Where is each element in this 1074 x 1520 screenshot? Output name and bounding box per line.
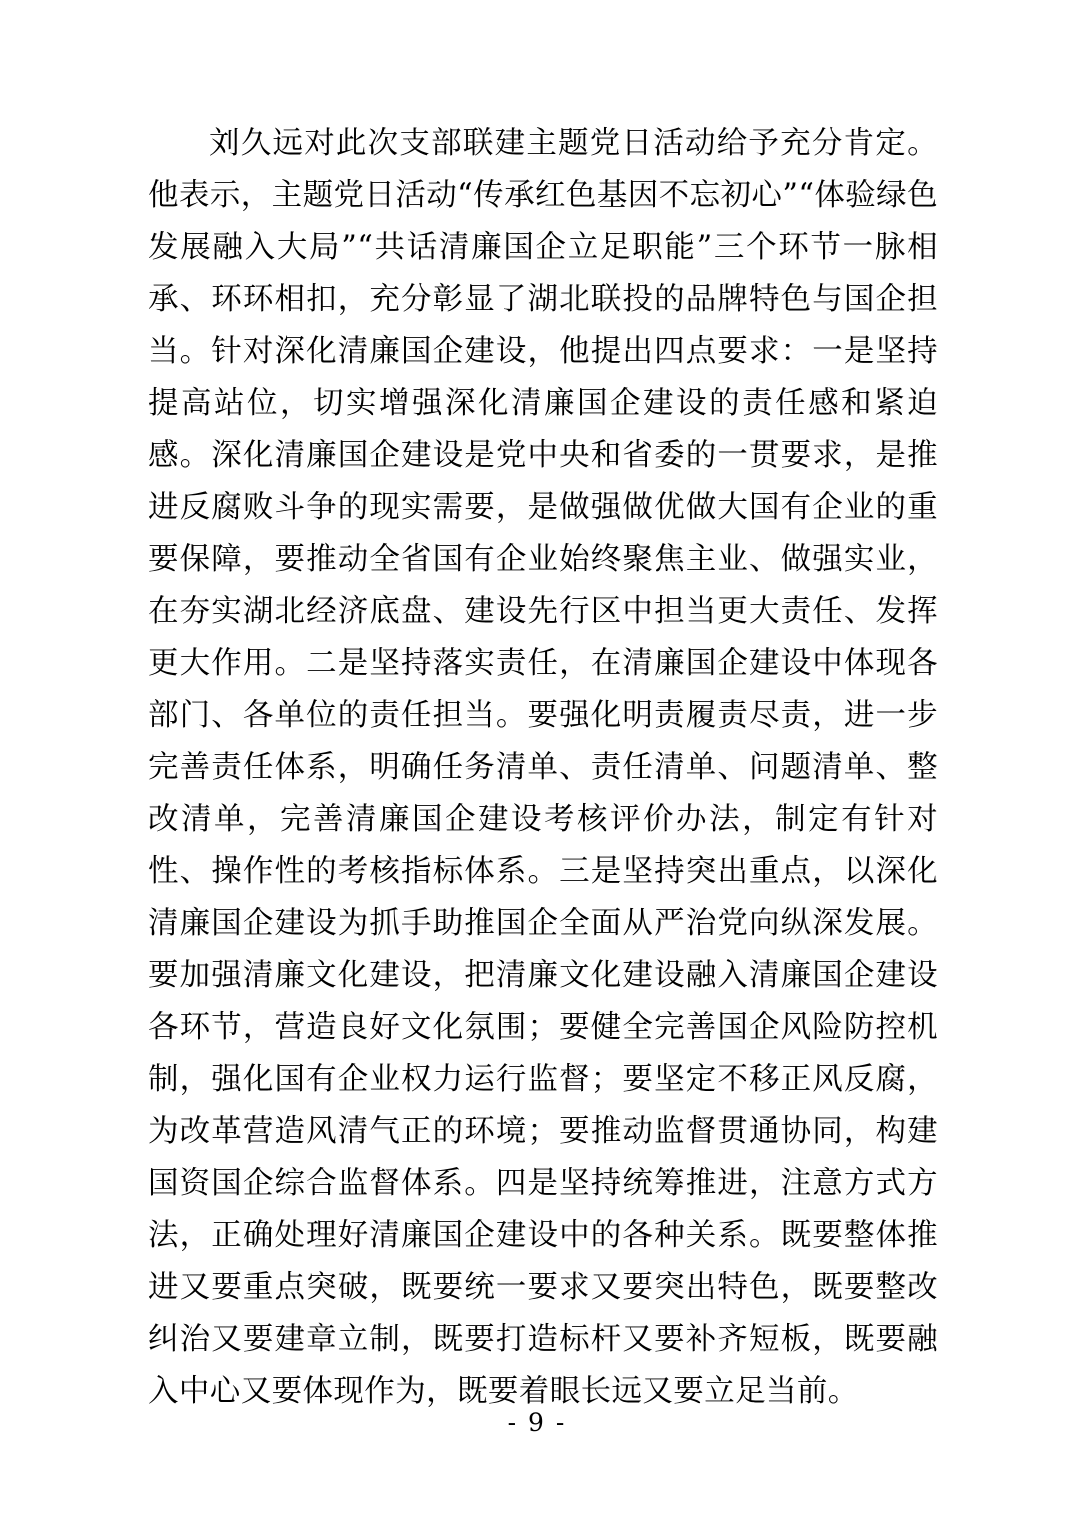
page-footer	[0, 1408, 1074, 1437]
body-paragraph: 刘久远对此次支部联建主题党日活动给予充分肯定。他表示，主题党日活动“传承红色基因不忘初心”“体验绿色发展融入大局”“共话清廉国企立足职能”三个环节一脉相承、环环相扣，充分彰显了湖北联投的品牌特色与国企担当。针对深化清廉国企建设，他提出四点要求：一是坚持提高站位，切实增强深化清廉国企建设的责任感和紧迫感。深化清廉国企建设是党中央和省委的一贯要求，是推进反腐败斗争的现实需要，是做强做优做大国有企业的重要保障，要推动全省国有企业始终聚焦主业、做强实业，在夯实湖北经济底盘、建设先行区中担当更大责任、发挥更大作用。二是坚持落实责任，在清廉国企建设中体现各部门、各单位的责任担当。要强化明责履责尽责，进一步完善责任体系，明确任务清单、责任清单、问题清单、整改清单，完善清廉国企建设考核评价办法，制定有针对性、操作性的考核指标体系。三是坚持突出重点，以深化清廉国企建设为抓手助推国企全面从严治党向纵深发展。要加强清廉文化建设，把清廉文化建设融入清廉国企建设各环节，营造良好文化氛围；要健全完善国企风险防控机制，强化国有企业权力运行监督；要坚定不移正风反腐，为改革营造风清气正的环境；要推动监督贯通协同，构建国资国企综合监督体系。四是坚持统筹推进，注意方式方法，正确处理好清廉国企建设中的各种关系。既要整体推进又要重点突破，既要统一要求又要突出特色，既要整改纠治又要建章立制，既要打造标杆又要补齐短板，既要融入中心又要体现作为，既要着眼长远又要立足当前。	[148, 126, 938, 1409]
page-body	[148, 118, 938, 1418]
page-number: - 9 -	[507, 1408, 567, 1437]
